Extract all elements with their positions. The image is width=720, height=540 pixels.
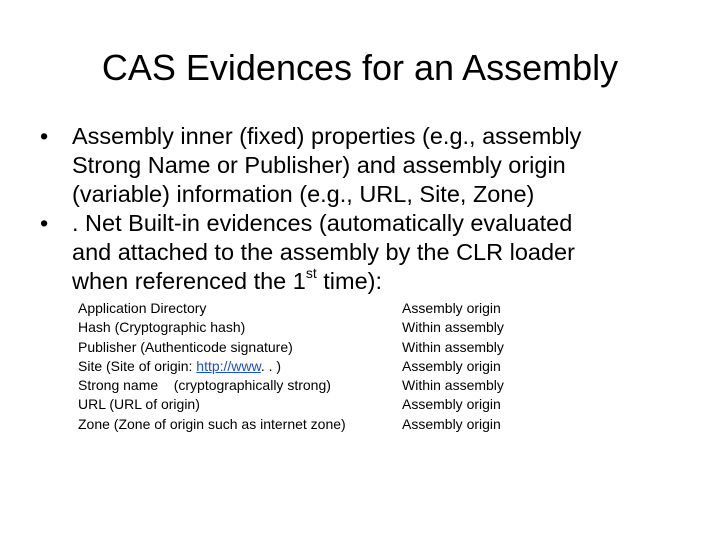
bullet-text-end: time): <box>316 268 383 294</box>
table-row <box>78 338 504 357</box>
evidence-origin: Within assembly <box>402 377 504 394</box>
evidence-name-start: Site (Site of origin: <box>78 357 197 374</box>
evidence-name <box>78 357 402 376</box>
site-origin-link[interactable]: http://www <box>196 357 261 374</box>
evidence-name: URL (URL of origin) <box>78 396 200 413</box>
evidence-origin: Assembly origin <box>402 300 501 316</box>
table-row <box>78 357 504 376</box>
bullet-text-line: (variable) information (e.g., URL, Site, Zone) <box>72 181 535 207</box>
bullet-text-start: when referenced the 1 <box>72 268 306 294</box>
evidence-origin: Assembly origin <box>402 396 501 413</box>
evidence-origin: Within assembly <box>402 319 504 336</box>
bullet-icon: • <box>40 123 49 149</box>
bullet-text-line: and attached to the assembly by the CLR loader <box>72 239 575 265</box>
slide-title: CAS Evidences for an Assembly <box>101 47 619 88</box>
table-row <box>78 376 504 395</box>
evidence-name: Application Directory <box>78 300 207 316</box>
bullet-text-line-last <box>72 267 706 296</box>
bullet-text-line: Strong Name or Publisher) and assembly origin <box>72 152 566 178</box>
table-row <box>78 415 504 434</box>
table-row <box>78 299 504 318</box>
evidence-origin: Assembly origin <box>402 415 501 432</box>
bullet-list <box>36 122 706 296</box>
table-row <box>78 318 504 337</box>
evidence-name: Publisher (Authenticode signature) <box>78 338 293 355</box>
evidence-name-text: Strong name (cryptographically strong) <box>78 377 331 394</box>
bullet-text-line: . Net Built-in evidences (automatically evaluated <box>72 210 573 236</box>
evidence-name-end: . . ) <box>260 357 282 374</box>
evidence-origin: Assembly origin <box>402 357 501 374</box>
bullet-icon: • <box>40 210 49 236</box>
bullet-item-builtin-evidences <box>36 209 706 296</box>
table-row <box>78 395 504 414</box>
evidence-origin: Within assembly <box>402 338 504 355</box>
evidence-name: Hash (Cryptographic hash) <box>78 319 246 336</box>
bullet-item-assembly-properties <box>36 122 706 209</box>
evidence-name: Zone (Zone of origin such as internet zone) <box>78 415 346 432</box>
bullet-text-line: Assembly inner (fixed) properties (e.g., assembly <box>72 123 582 149</box>
ordinal-superscript: st <box>305 265 317 282</box>
evidence-table <box>78 299 504 434</box>
evidence-name <box>78 376 402 395</box>
